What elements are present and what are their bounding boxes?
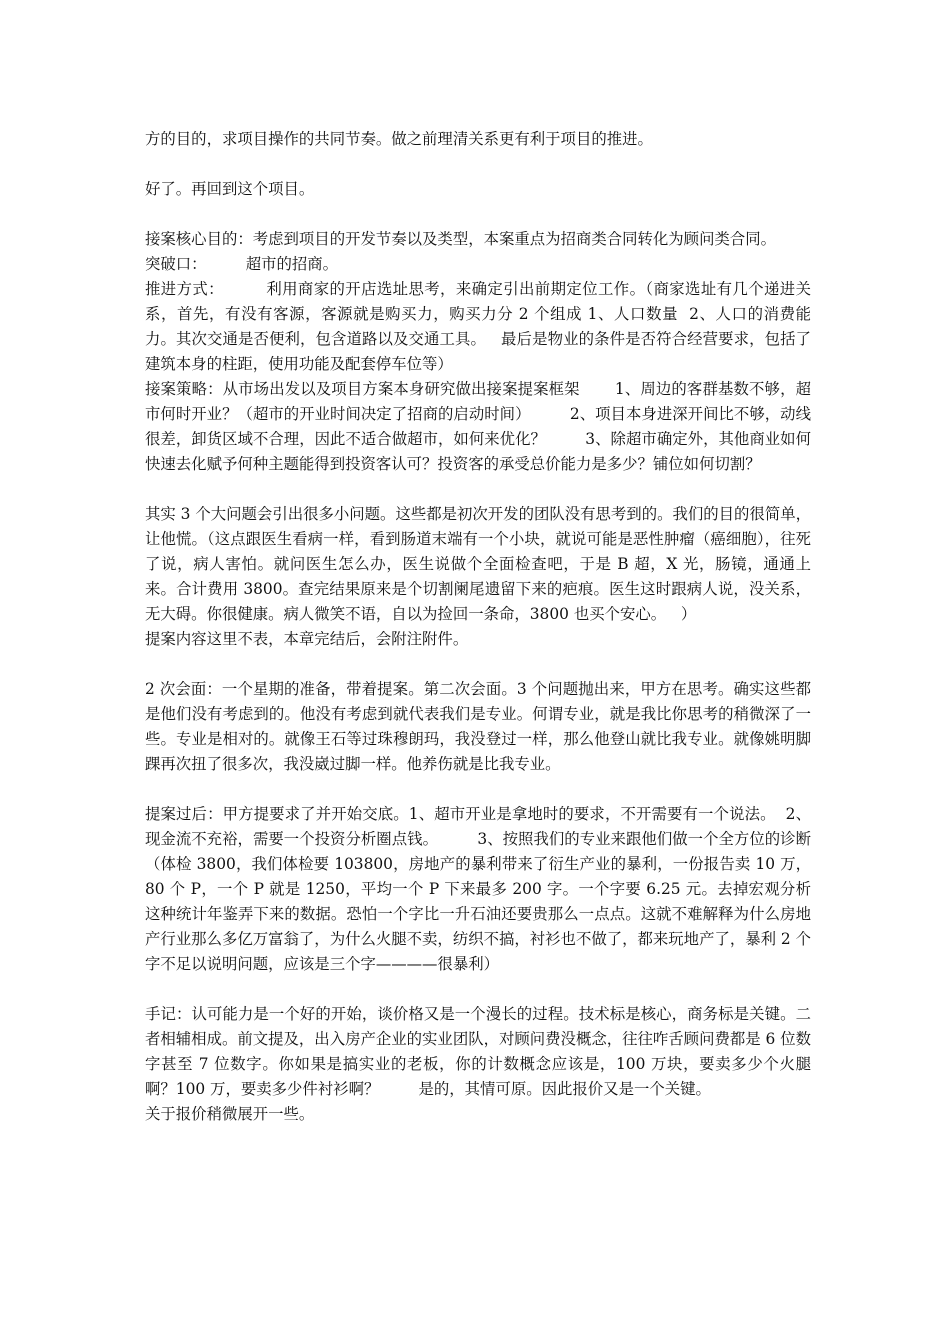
paragraph-project-purpose: 方的目的，求项目操作的共同节奏。做之前理清关系更有利于项目的推进。: [145, 130, 653, 148]
paragraph-approach: 推进方式： 利用商家的开店选址思考，来确定引出前期定位工作。（商家选址有几个递进关系，首先，有没有客源，客源就是购买力，购买力分 2 个组成 1、人口数量 2、人口的消费能力。其次交通是否便利，包含道路以及交通工具。 最后是物业的条件是否符合经营要求，包括了建筑本身的柱距，使用功能及配套停车位等）: [145, 280, 811, 373]
paragraph-spacer: [145, 152, 811, 177]
paragraph-breakthrough: 突破口： 超市的招商。: [145, 255, 339, 273]
paragraph-strategy: 接案策略：从市场出发以及项目方案本身研究做出接案提案框架 1、周边的客群基数不够，超市何时开业？（超市的开业时间决定了招商的启动时间） 2、项目本身进深开间比不够，动线很差，卸货区域不合理，因此不适合做超市，如何来优化？ 3、除超市确定外，其他商业如何快速去化赋予何种主题能得到投资客认可？投资客的承受总价能力是多少？铺位如何切割？: [145, 380, 811, 473]
paragraph-after-proposal: 提案过后：甲方提要求了并开始交底。1、超市开业是拿地时的要求，不开需要有一个说法。 2、现金流不充裕，需要一个投资分析圈点钱。 3、按照我们的专业来跟他们做一个全方位的诊断（体检 3800，我们体检要 103800，房地产的暴利带来了衍生产业的暴利，一份报告卖 10 万，80 个 P，一个 P 就是 1250，平均一个 P 下来最多 200 字。一个字要 6.25 元。去掉宏观分析这种统计年鉴弄下来的数据。恐怕一个字比一升石油还要贵那么一点点。这就不难解释为什么房地产行业那么多亿万富翁了，为什么火腿不卖，纺织不搞，衬衫也不做了，都来玩地产了，暴利 2 个字不足以说明问题，应该是三个字————很暴利）: [145, 805, 811, 973]
paragraph-core-goal: 接案核心目的：考虑到项目的开发节奏以及类型，本案重点为招商类合同转化为顾问类合同。: [145, 230, 777, 248]
paragraph-notes: 手记：认可能力是一个好的开始，谈价格又是一个漫长的过程。技术标是核心，商务标是关键。二者相辅相成。前文提及，出入房产企业的实业团队，对顾问费没概念，往往咋舌顾问费都是 6 位数字甚至 7 位数字。你如果是搞实业的老板，你的计数概念应该是，100 万块，要卖多少个火腿啊？100 万，要卖多少件衬衫啊？ 是的，其情可原。因此报价又是一个关键。: [145, 1005, 811, 1098]
paragraph-spacer: [145, 977, 811, 1002]
paragraph-spacer: [145, 652, 811, 677]
paragraph-proposal-note: 提案内容这里不表，本章完结后，会附注附件。: [145, 630, 469, 648]
paragraph-pricing: 关于报价稍微展开一些。: [145, 1105, 315, 1123]
paragraph-spacer: [145, 777, 811, 802]
paragraph-second-meeting: 2 次会面：一个星期的准备，带着提案。第二次会面。3 个问题抛出来，甲方在思考。确实这些都是他们没有考虑到的。他没有考虑到就代表我们是专业。何谓专业，就是我比你思考的稍微深了一些。专业是相对的。就像王石等过珠穆朗玛，我没登过一样，那么他登山就比我专业。就像姚明脚踝再次扭了很多次，我没崴过脚一样。他养伤就是比我专业。: [145, 680, 811, 773]
paragraph-three-questions: 其实 3 个大问题会引出很多小问题。这些都是初次开发的团队没有思考到的。我们的目的很简单，让他慌。（这点跟医生看病一样，看到肠道末端有一个小块，就说可能是恶性肿瘤（癌细胞），往死了说，病人害怕。就问医生怎么办，医生说做个全面检查吧，于是 B 超，X 光，肠镜，通通上来。合计费用 3800。查完结果原来是个切割阑尾遗留下来的疤痕。医生这时跟病人说，没关系，无大碍。你很健康。病人微笑不语，自以为捡回一条命，3800 也买个安心。 ）: [145, 505, 811, 623]
paragraph-back-to-project: 好了。再回到这个项目。: [145, 180, 315, 198]
document-body: [145, 127, 811, 1127]
paragraph-spacer: [145, 202, 811, 227]
paragraph-spacer: [145, 477, 811, 502]
